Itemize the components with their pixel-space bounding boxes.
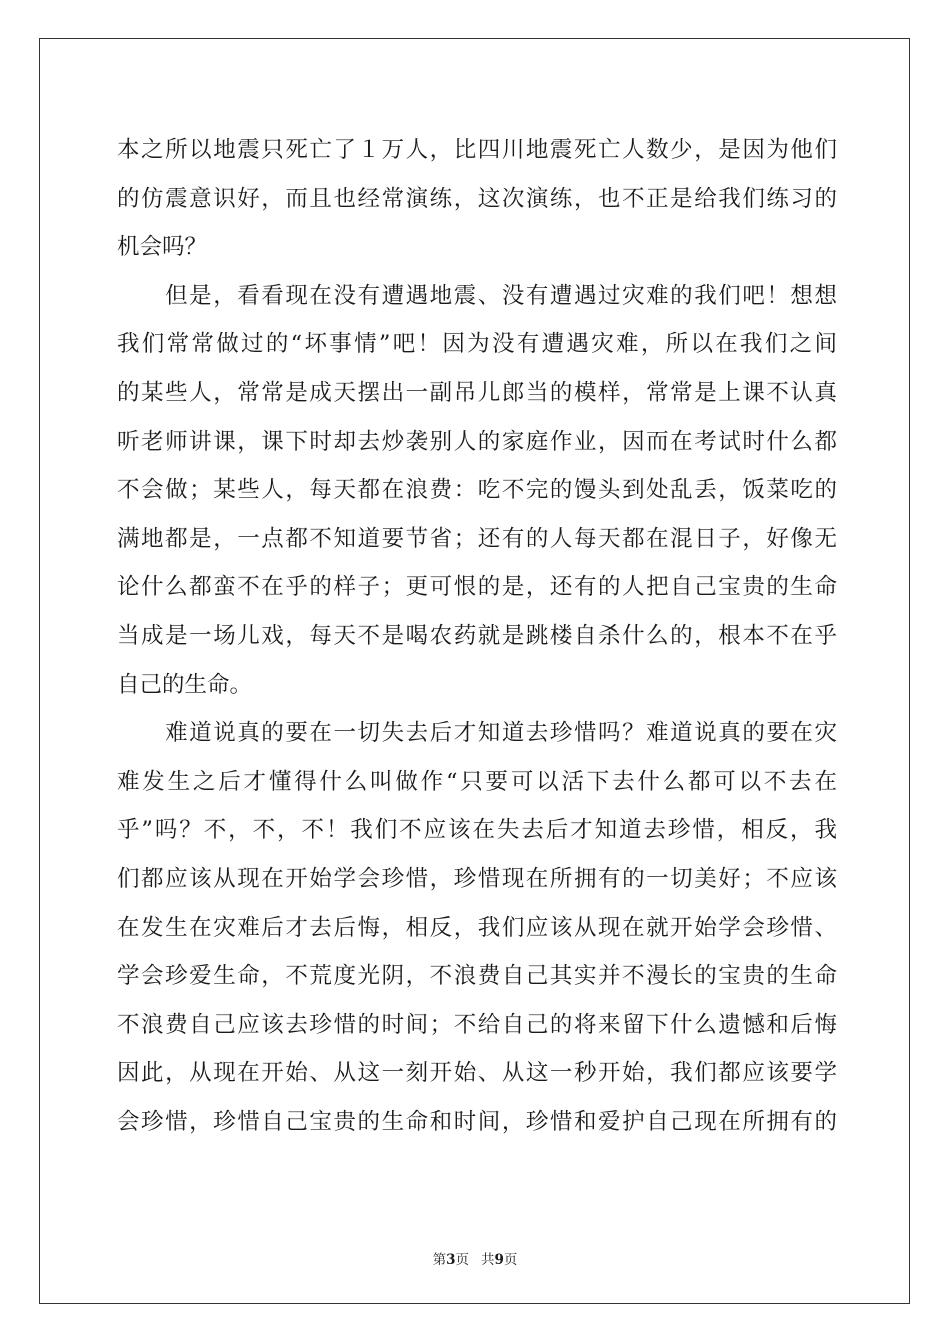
text-line: 的仿震意识好，而且也经常演练，这次演练，也不正是给我们练习的 — [117, 185, 837, 212]
text-line: 在发生在灾难后才去后悔，相反，我们应该从现在就开始学会珍惜、 — [117, 914, 837, 941]
text-line: 当成是一场儿戏，每天不是喝农药就是跳楼自杀什么的，根本不在乎 — [117, 622, 837, 649]
text-line: 论什么都蛮不在乎的样子；更可恨的是，还有的人把自己宝贵的生命 — [117, 574, 837, 601]
text-line: 的某些人，常常是成天摆出一副吊儿郎当的模样，常常是上课不认真 — [117, 379, 837, 406]
page-suffix: 页 — [455, 1252, 469, 1268]
document-body — [117, 126, 837, 1146]
text-line: 难发生之后才懂得什么叫做作“只要可以活下去什么都可以不去在 — [117, 768, 837, 795]
text-line: 自己的生命。 — [117, 671, 253, 698]
text-line: 我们常常做过的“坏事情”吧！因为没有遭遇灾难，所以在我们之间 — [117, 331, 837, 358]
text-line: 满地都是，一点都不知道要节省；还有的人每天都在混日子，好像无 — [117, 525, 837, 552]
total-prefix: 共 — [481, 1252, 495, 1268]
text-line: 本之所以地震只死亡了１万人，比四川地震死亡人数少，是因为他们 — [117, 137, 837, 163]
text-line: 因此，从现在开始、从这一刻开始、从这一秒开始，我们都应该要学 — [117, 1060, 837, 1087]
page-prefix: 第 — [432, 1252, 447, 1268]
current-page-number: 3 — [446, 1252, 456, 1268]
text-line: 们都应该从现在开始学会珍惜，珍惜现在所拥有的一切美好；不应该 — [117, 865, 837, 892]
text-line: 但是，看看现在没有遭遇地震、没有遭遇过灾难的我们吧！想想 — [117, 282, 837, 309]
total-suffix: 页 — [503, 1252, 518, 1268]
text-line: 听老师讲课，课下时却去炒袭别人的家庭作业，因而在考试时什么都 — [117, 428, 837, 455]
text-line: 机会吗？ — [117, 234, 208, 261]
text-line: 会珍惜，珍惜自己宝贵的生命和时间，珍惜和爱护自己现在所拥有的 — [117, 1108, 837, 1135]
text-line: 不会做；某些人，每天都在浪费：吃不完的馒头到处乱丢，饭菜吃的 — [117, 477, 837, 504]
text-line: 不浪费自己应该去珍惜的时间；不给自己的将来留下什么遗憾和后悔 — [117, 1011, 837, 1038]
text-line: 乎”吗？不，不，不！我们不应该在失去后才知道去珍惜，相反，我 — [117, 817, 837, 844]
page-footer — [0, 1248, 950, 1268]
text-line: 学会珍爱生命，不荒度光阴，不浪费自己其实并不漫长的宝贵的生命 — [117, 963, 837, 990]
text-line: 难道说真的要在一切失去后才知道去珍惜吗？难道说真的要在灾 — [117, 720, 837, 747]
total-page-number: 9 — [494, 1252, 504, 1268]
